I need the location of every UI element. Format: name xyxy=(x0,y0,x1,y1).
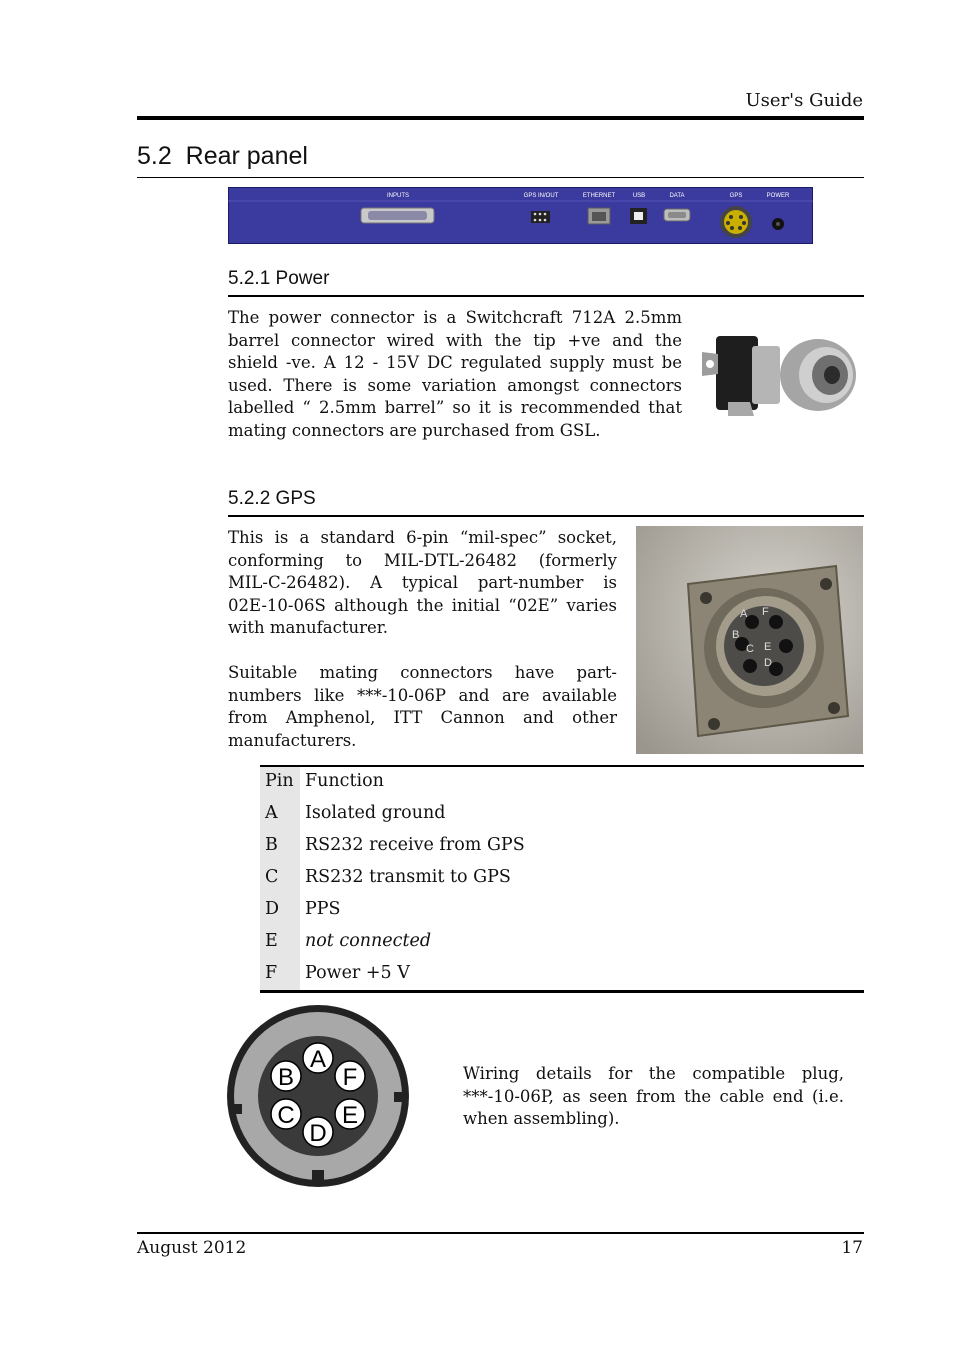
svg-text:B: B xyxy=(277,1064,295,1091)
svg-text:A: A xyxy=(309,1046,327,1073)
svg-text:E: E xyxy=(341,1102,359,1129)
footer-rule xyxy=(137,1232,864,1234)
power-line: barrel connector wired with the tip +ve and the xyxy=(228,330,682,350)
svg-text:D: D xyxy=(309,1120,327,1147)
barrel-connector-photo xyxy=(698,330,860,418)
panel-label-data: DATA xyxy=(669,193,685,199)
plug-caption xyxy=(463,1063,844,1131)
header-rule xyxy=(137,116,864,120)
section-title: 5.2 Rear panel xyxy=(137,142,308,170)
pin-cell: A xyxy=(265,803,278,823)
section-rule xyxy=(137,177,864,178)
table-row xyxy=(260,895,864,927)
gps-in-out-header xyxy=(531,211,550,223)
socket-letter-d: D xyxy=(764,657,772,669)
plug-pin-e xyxy=(335,1099,365,1129)
panel-label-usb: USB xyxy=(632,193,646,199)
function-cell: RS232 transmit to GPS xyxy=(305,867,511,887)
pin-cell: B xyxy=(265,835,278,855)
caption-line: when assembling). xyxy=(463,1109,620,1128)
page-number: 17 xyxy=(841,1238,863,1258)
gps-paragraph-1 xyxy=(228,527,617,640)
table-row xyxy=(260,831,864,863)
panel-label-ethernet: ETHERNET xyxy=(582,193,616,199)
gps-line: Suitable mating connectors have part- xyxy=(228,663,617,682)
footer-date: August 2012 xyxy=(137,1238,247,1258)
subsection-title-power: 5.2.1 Power xyxy=(228,268,330,289)
pin-cell: E xyxy=(265,931,278,951)
plug-wiring-diagram xyxy=(226,1004,410,1188)
gps-line: with manufacturer. xyxy=(228,618,389,637)
subsection-rule-gps xyxy=(228,515,864,517)
pin-table-bottom-rule xyxy=(260,990,864,993)
plug-pin-a xyxy=(303,1043,333,1073)
socket-letter-f: F xyxy=(762,606,769,618)
socket-letter-a: A xyxy=(740,608,748,620)
gps-line: MIL-C-26482). A typical part-number is xyxy=(228,573,617,592)
gps-line: 02E-10-06S although the initial “02E” varies xyxy=(228,595,617,615)
running-header: User's Guide xyxy=(745,90,863,111)
gps-circular-connector xyxy=(720,206,752,238)
power-line: shield -ve. A 12 - 15V DC regulated supply must be xyxy=(228,353,682,372)
power-line: labelled “ 2.5mm barrel” so it is recommended that xyxy=(228,398,682,417)
subsection-rule-power xyxy=(228,295,864,297)
pin-table-header xyxy=(260,767,864,799)
svg-text:C: C xyxy=(277,1102,295,1129)
function-cell: PPS xyxy=(305,899,341,919)
power-line: mating connectors are purchased from GSL. xyxy=(228,420,601,440)
table-row xyxy=(260,863,864,895)
pin-cell: C xyxy=(265,867,279,887)
power-jack xyxy=(772,218,784,230)
socket-letter-c: C xyxy=(746,643,754,655)
plug-pin-f xyxy=(335,1061,365,1091)
function-cell: RS232 receive from GPS xyxy=(305,835,525,855)
function-cell: Isolated ground xyxy=(305,803,446,823)
plug-pin-d xyxy=(303,1117,333,1147)
function-cell: not connected xyxy=(305,931,432,951)
plug-pin-c xyxy=(271,1099,301,1129)
function-header-label: Function xyxy=(305,771,384,791)
svg-text:F: F xyxy=(342,1064,358,1091)
gps-line: numbers like ***-10-06P and are available xyxy=(228,685,617,705)
table-row xyxy=(260,799,864,831)
pin-cell: F xyxy=(265,963,278,983)
gps-line: conforming to MIL-DTL-26482 (formerly xyxy=(228,550,617,570)
panel-label-power: POWER xyxy=(766,193,790,199)
table-row xyxy=(260,927,864,959)
gps-paragraph-2 xyxy=(228,662,617,752)
gps-line: manufacturers. xyxy=(228,730,357,750)
subsection-title-gps: 5.2.2 GPS xyxy=(228,488,316,509)
power-line: used. There is some variation amongst connectors xyxy=(228,375,682,395)
gps-line: from Amphenol, ITT Cannon and other xyxy=(228,708,617,727)
milspec-socket-photo xyxy=(636,526,863,754)
table-row xyxy=(260,959,864,991)
power-line: The power connector is a Switchcraft 712A 2.5mm xyxy=(228,308,682,327)
db25-connector xyxy=(361,208,434,223)
pin-header-label: Pin xyxy=(265,771,294,791)
rear-panel-image xyxy=(228,187,813,244)
usb-port xyxy=(630,208,647,224)
data-db9-connector xyxy=(664,209,690,221)
power-paragraph xyxy=(228,307,682,442)
panel-label-gps: GPS xyxy=(729,193,743,199)
plug-pin-b xyxy=(271,1061,301,1091)
socket-letter-e: E xyxy=(764,641,772,653)
pin-cell: D xyxy=(265,899,280,919)
ethernet-port xyxy=(588,208,610,224)
function-cell: Power +5 V xyxy=(305,963,410,983)
socket-letter-b: B xyxy=(732,629,740,641)
caption-line: Wiring details for the compatible plug, xyxy=(463,1064,844,1083)
caption-line: ***-10-06P, as seen from the cable end (i.e. xyxy=(463,1086,844,1106)
panel-label-inputs: INPUTS xyxy=(386,193,410,199)
panel-label-gps-in-out: GPS IN/OUT xyxy=(523,193,559,199)
gps-line: This is a standard 6-pin “mil-spec” socket, xyxy=(228,528,617,547)
